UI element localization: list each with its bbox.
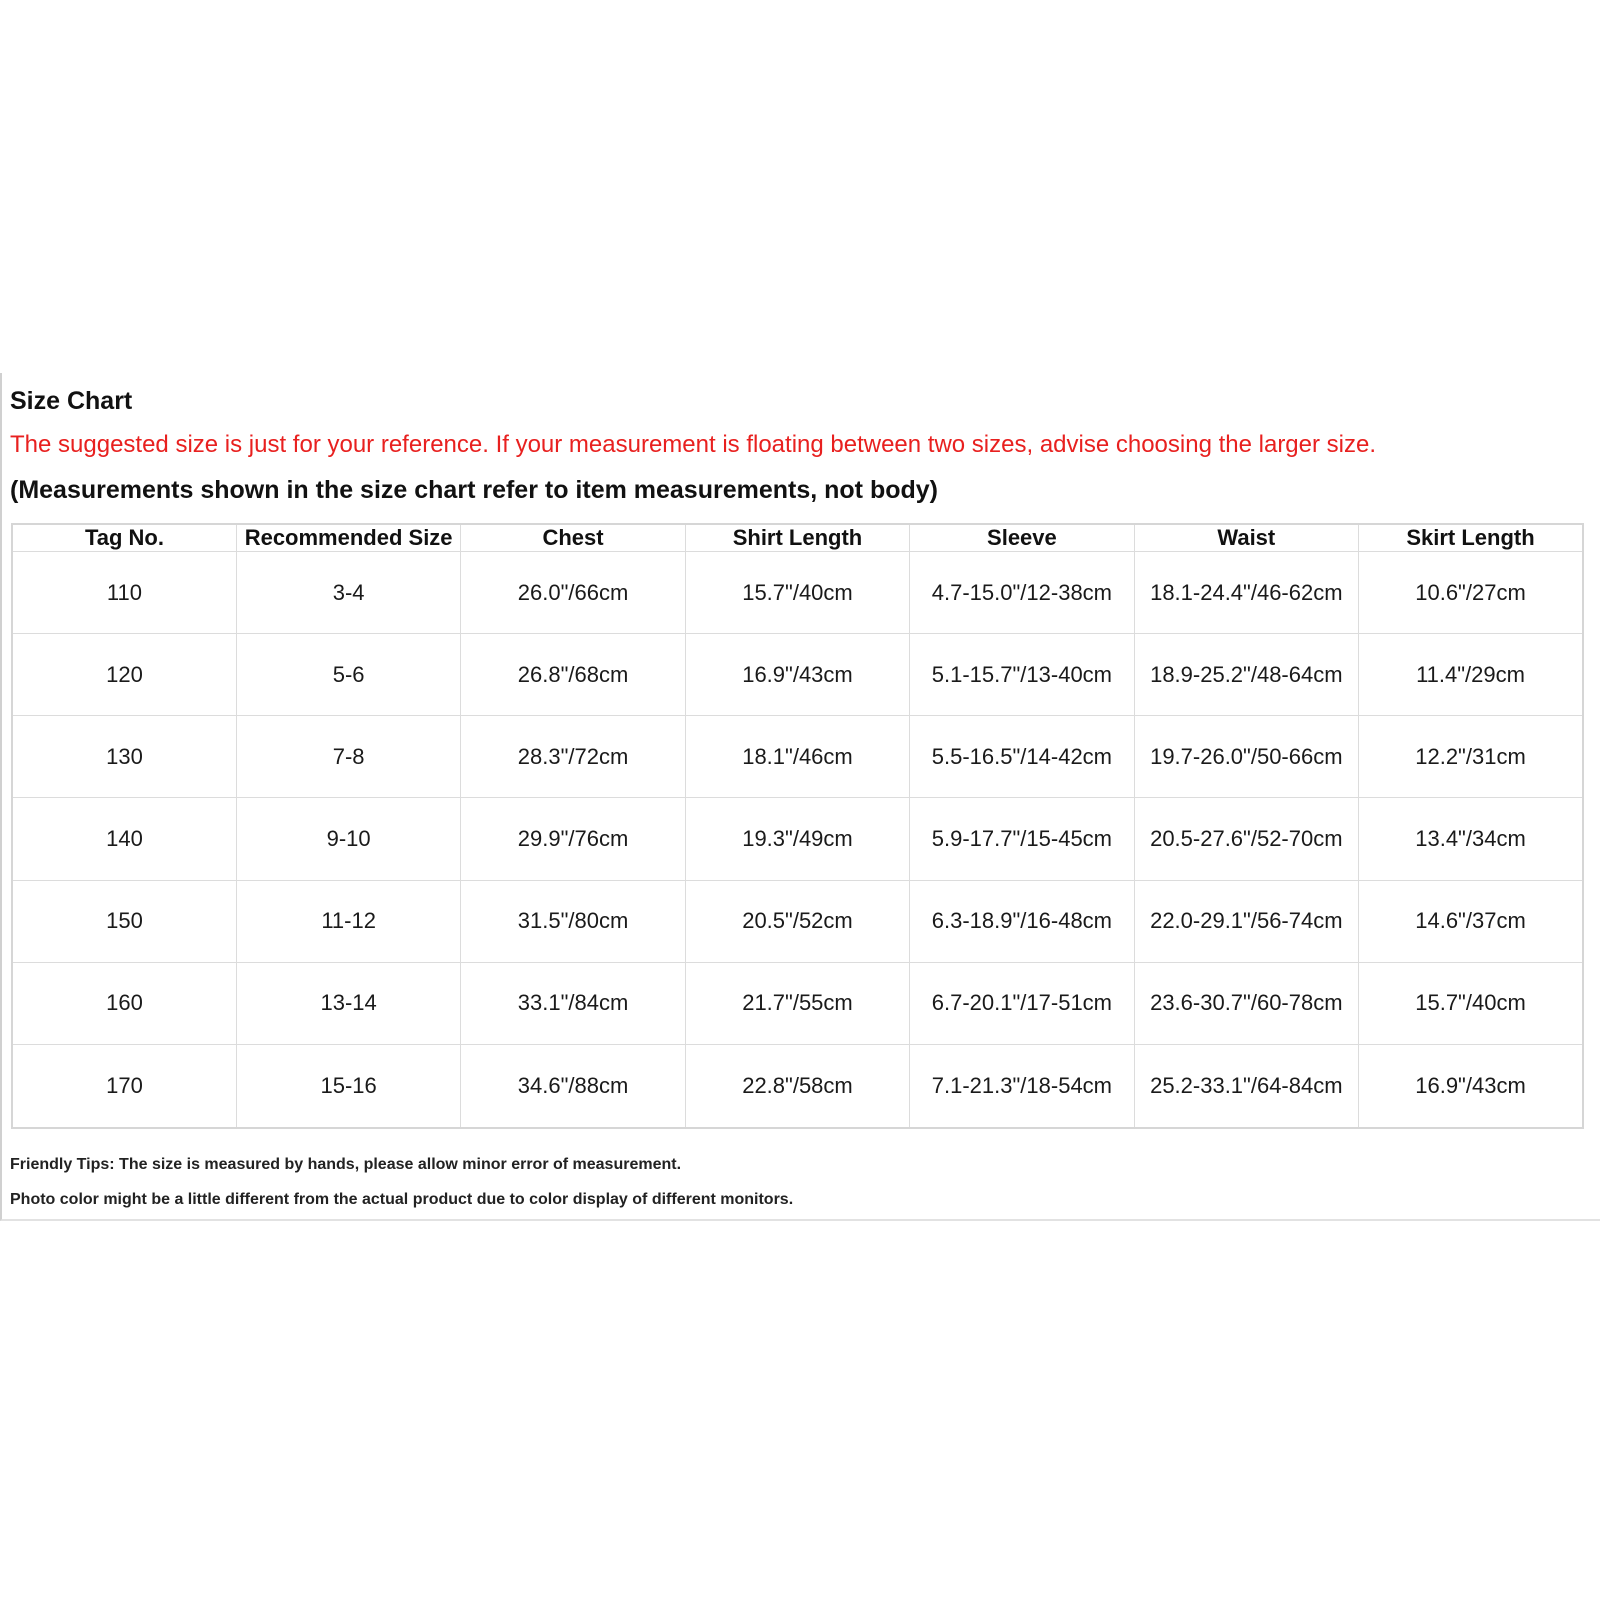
header-skirt-length: Skirt Length [1359,524,1583,552]
measurement-note: (Measurements shown in the size chart refer to item measurements, not body) [10,476,938,504]
cell-chest: 29.9"/76cm [461,798,685,880]
cell-recommended-size: 3-4 [236,552,460,634]
cell-tag-no: 140 [12,798,236,880]
cell-sleeve: 6.7-20.1"/17-51cm [910,962,1134,1044]
cell-skirt-length: 14.6"/37cm [1359,880,1583,962]
cell-sleeve: 5.9-17.7"/15-45cm [910,798,1134,880]
header-tag-no: Tag No. [12,524,236,552]
color-disclaimer: Photo color might be a little different from the actual product due to color display of different monitors. [10,1191,794,1208]
table-row [12,798,1583,880]
header-waist: Waist [1134,524,1358,552]
cell-recommended-size: 13-14 [236,962,460,1044]
table-row [12,552,1583,634]
table-row [12,880,1583,962]
header-shirt-length: Shirt Length [685,524,909,552]
cell-sleeve: 7.1-21.3"/18-54cm [910,1044,1134,1128]
cell-shirt-length: 15.7"/40cm [685,552,909,634]
cell-tag-no: 170 [12,1044,236,1128]
cell-tag-no: 120 [12,634,236,716]
cell-skirt-length: 11.4"/29cm [1359,634,1583,716]
table-row [12,716,1583,798]
cell-waist: 22.0-29.1"/56-74cm [1134,880,1358,962]
table-header-row [12,524,1583,552]
cell-shirt-length: 22.8"/58cm [685,1044,909,1128]
cell-sleeve: 6.3-18.9"/16-48cm [910,880,1134,962]
cell-skirt-length: 16.9"/43cm [1359,1044,1583,1128]
cell-tag-no: 110 [12,552,236,634]
cell-waist: 25.2-33.1"/64-84cm [1134,1044,1358,1128]
cell-recommended-size: 11-12 [236,880,460,962]
cell-recommended-size: 9-10 [236,798,460,880]
cell-waist: 20.5-27.6"/52-70cm [1134,798,1358,880]
cell-tag-no: 150 [12,880,236,962]
cell-chest: 33.1"/84cm [461,962,685,1044]
cell-chest: 34.6"/88cm [461,1044,685,1128]
cell-chest: 26.8"/68cm [461,634,685,716]
cell-skirt-length: 15.7"/40cm [1359,962,1583,1044]
cell-shirt-length: 16.9"/43cm [685,634,909,716]
cell-chest: 26.0"/66cm [461,552,685,634]
cell-shirt-length: 20.5"/52cm [685,880,909,962]
cell-recommended-size: 5-6 [236,634,460,716]
cell-skirt-length: 13.4"/34cm [1359,798,1583,880]
cell-waist: 18.9-25.2"/48-64cm [1134,634,1358,716]
friendly-tip: Friendly Tips: The size is measured by hands, please allow minor error of measurement. [10,1156,682,1173]
cell-tag-no: 130 [12,716,236,798]
header-recommended-size: Recommended Size [236,524,460,552]
size-chart-panel [0,373,1600,1221]
cell-skirt-length: 10.6"/27cm [1359,552,1583,634]
page-title: Size Chart [10,387,133,415]
table-row [12,634,1583,716]
header-sleeve: Sleeve [910,524,1134,552]
cell-shirt-length: 19.3"/49cm [685,798,909,880]
size-table [11,523,1584,1129]
size-notice: The suggested size is just for your reference. If your measurement is floating between two sizes, advise choosing the larger size. [10,431,1377,458]
cell-tag-no: 160 [12,962,236,1044]
cell-waist: 18.1-24.4"/46-62cm [1134,552,1358,634]
table-row [12,962,1583,1044]
cell-sleeve: 5.1-15.7"/13-40cm [910,634,1134,716]
cell-chest: 28.3"/72cm [461,716,685,798]
cell-shirt-length: 18.1"/46cm [685,716,909,798]
cell-recommended-size: 15-16 [236,1044,460,1128]
table-row [12,1044,1583,1128]
cell-shirt-length: 21.7"/55cm [685,962,909,1044]
cell-sleeve: 4.7-15.0"/12-38cm [910,552,1134,634]
cell-chest: 31.5"/80cm [461,880,685,962]
cell-waist: 23.6-30.7"/60-78cm [1134,962,1358,1044]
cell-waist: 19.7-26.0"/50-66cm [1134,716,1358,798]
cell-recommended-size: 7-8 [236,716,460,798]
cell-skirt-length: 12.2"/31cm [1359,716,1583,798]
cell-sleeve: 5.5-16.5"/14-42cm [910,716,1134,798]
header-chest: Chest [461,524,685,552]
